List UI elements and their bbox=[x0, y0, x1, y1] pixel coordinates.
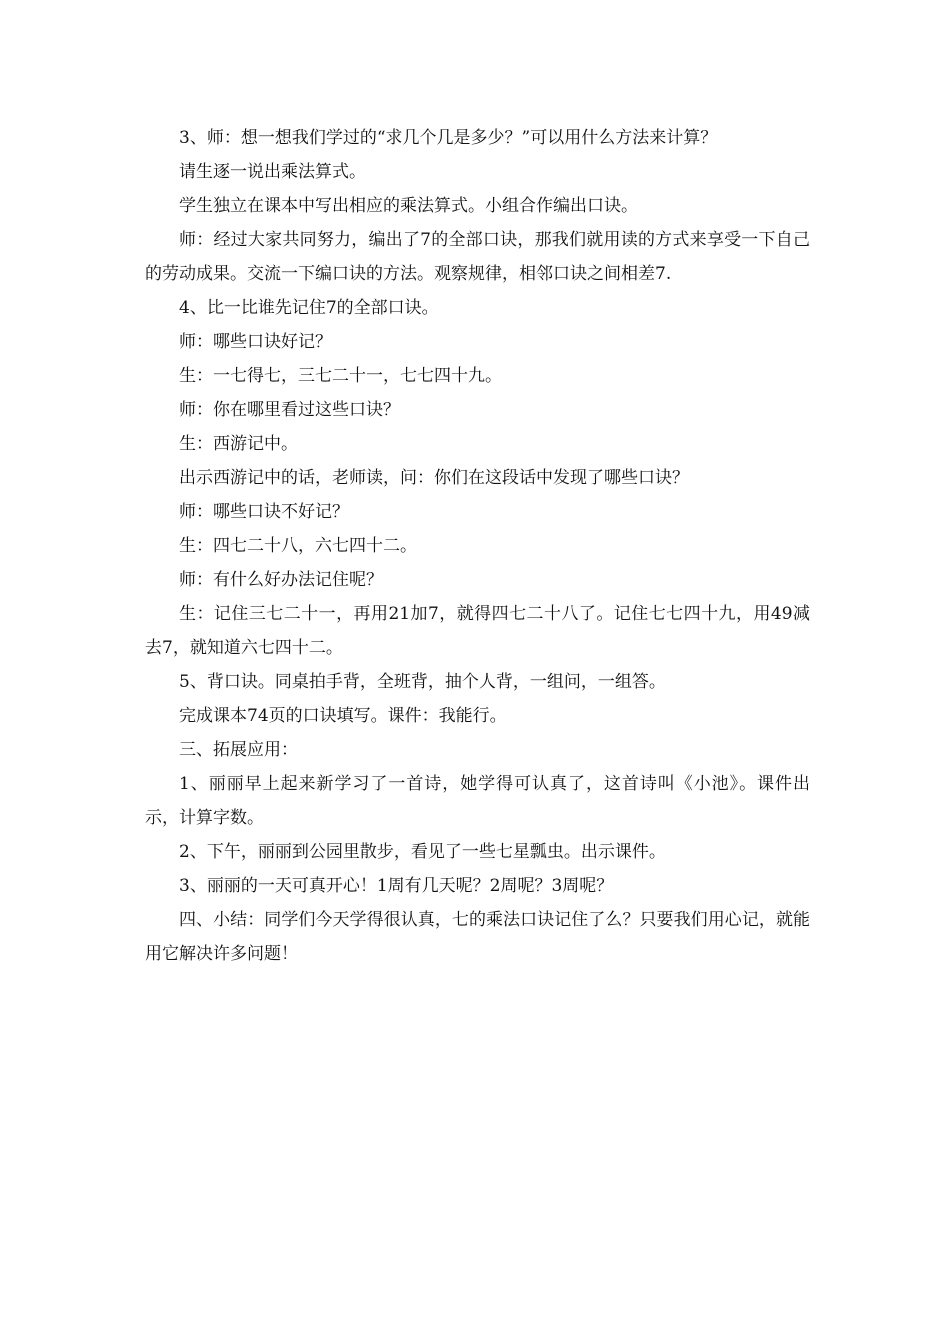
paragraph-13: 师：有什么好办法记住呢？ bbox=[179, 570, 383, 590]
paragraph-11: 师：哪些口诀不好记？ bbox=[179, 502, 349, 522]
paragraph-9: 生：西游记中。 bbox=[179, 434, 298, 454]
paragraph-14: 生：记住三七二十一，再用21加7，就得四七二十八了。记住七七四十九，用49减去7，就知道六七四十二。 bbox=[145, 604, 810, 658]
paragraph-10: 出示西游记中的话，老师读，问：你们在这段话中发现了哪些口诀？ bbox=[179, 468, 689, 488]
paragraph-17: 三、拓展应用： bbox=[179, 740, 298, 760]
paragraph-3: 学生独立在课本中写出相应的乘法算式。小组合作编出口诀。 bbox=[179, 196, 638, 216]
paragraph-7: 生：一七得七，三七二十一，七七四十九。 bbox=[179, 366, 502, 386]
paragraph-5: 4、比一比谁先记住7的全部口诀。 bbox=[179, 298, 439, 318]
paragraph-1: 3、师：想一想我们学过的“求几个几是多少？”可以用什么方法来计算？ bbox=[179, 128, 718, 148]
paragraph-18: 1、丽丽早上起来新学习了一首诗，她学得可认真了，这首诗叫《小池》。课件出示，计算字数。 bbox=[145, 774, 810, 828]
paragraph-4: 师：经过大家共同努力，编出了7的全部口诀，那我们就用读的方式来享受一下自己的劳动成果。交流一下编口诀的方法。观察规律，相邻口诀之间相差7. bbox=[145, 230, 810, 284]
paragraph-16: 完成课本74页的口诀填写。课件：我能行。 bbox=[179, 706, 507, 726]
paragraph-6: 师：哪些口诀好记？ bbox=[179, 332, 332, 352]
paragraph-19: 2、下午，丽丽到公园里散步，看见了一些七星瓢虫。出示课件。 bbox=[179, 842, 666, 862]
paragraph-8: 师：你在哪里看过这些口诀？ bbox=[179, 400, 400, 420]
paragraph-12: 生：四七二十八，六七四十二。 bbox=[179, 536, 417, 556]
document-body bbox=[145, 121, 810, 971]
paragraph-15: 5、背口诀。同桌拍手背，全班背，抽个人背，一组问，一组答。 bbox=[179, 672, 666, 692]
paragraph-2: 请生逐一说出乘法算式。 bbox=[179, 162, 366, 182]
paragraph-21: 四、小结：同学们今天学得很认真，七的乘法口诀记住了么？只要我们用心记，就能用它解决许多问题！ bbox=[145, 910, 810, 964]
paragraph-20: 3、丽丽的一天可真开心！1周有几天呢？2周呢？3周呢？ bbox=[179, 876, 614, 896]
